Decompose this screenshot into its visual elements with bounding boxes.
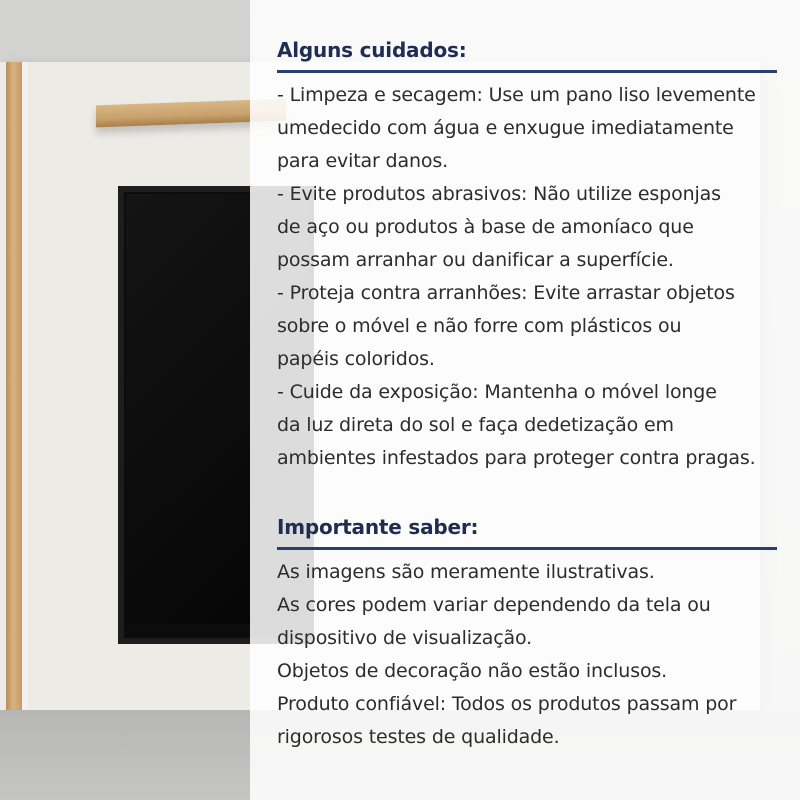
panel-wood-edge xyxy=(6,62,22,710)
care-text xyxy=(277,79,777,475)
care-line: possam arranhar ou danificar a superfície. xyxy=(277,249,674,271)
care-title-divider xyxy=(277,70,777,73)
care-line: - Limpeza e secagem: Use um pano liso levemente xyxy=(277,84,756,106)
care-line: ambientes infestados para proteger contra pragas. xyxy=(277,447,756,469)
important-line: As cores podem variar dependendo da tela ou xyxy=(277,594,711,616)
important-text xyxy=(277,556,777,754)
care-line: - Evite produtos abrasivos: Não utilize esponjas xyxy=(277,183,721,205)
care-line: - Cuide da exposição: Mantenha o móvel longe xyxy=(277,381,717,403)
care-line: para evitar danos. xyxy=(277,150,448,172)
panel-light-edge xyxy=(22,62,28,710)
important-line: Objetos de decoração não estão inclusos. xyxy=(277,660,668,682)
care-line: de aço ou produtos à base de amoníaco que xyxy=(277,216,694,238)
important-line: dispositivo de visualização. xyxy=(277,627,533,649)
care-line: papéis coloridos. xyxy=(277,348,435,370)
care-line: - Proteja contra arranhões: Evite arrastar objetos xyxy=(277,282,735,304)
important-line: As imagens são meramente ilustrativas. xyxy=(277,561,655,583)
care-title: Alguns cuidados: xyxy=(277,38,467,62)
care-line: sobre o móvel e não forre com plásticos ou xyxy=(277,315,682,337)
important-title: Importante saber: xyxy=(277,515,479,539)
important-section xyxy=(277,515,777,754)
care-section xyxy=(277,38,777,475)
care-line: umedecido com água e enxugue imediatamente xyxy=(277,117,734,139)
important-line: Produto confiável: Todos os produtos passam por xyxy=(277,693,737,715)
care-line: da luz direta do sol e faça dedetização em xyxy=(277,414,674,436)
important-line: rigorosos testes de qualidade. xyxy=(277,726,560,748)
important-title-divider xyxy=(277,547,777,550)
